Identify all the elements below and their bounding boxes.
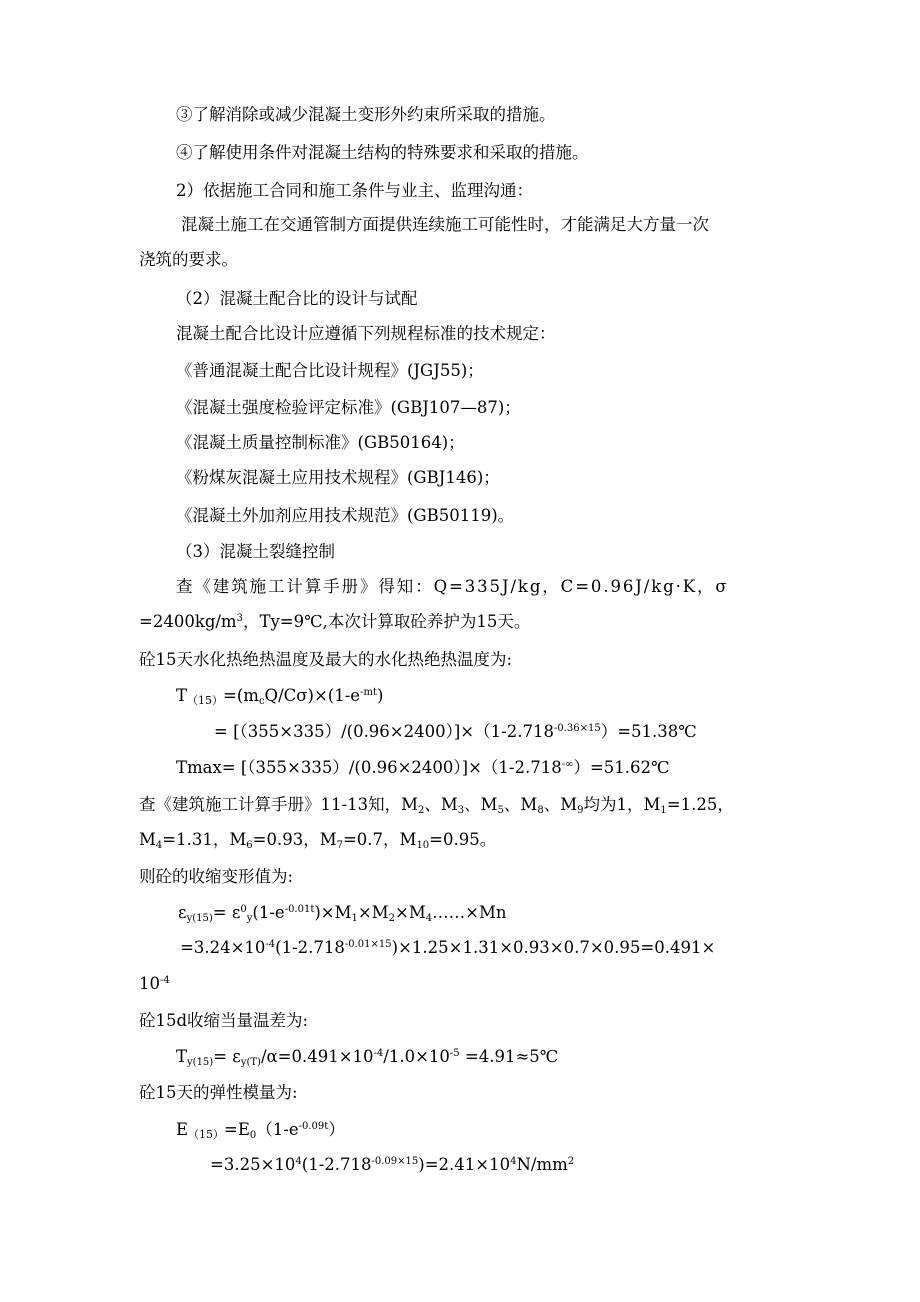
standard-item: 《混凝土质量控制标准》(GB50164)；	[176, 433, 465, 452]
standard-item: 《混凝土强度检验评定标准》(GBJ107—87)；	[176, 398, 521, 417]
paragraph-communication: 2）依据施工合同和施工条件与业主、监理沟通：	[176, 181, 533, 200]
paragraph-shrinkage: 则砼的收缩变形值为:	[139, 867, 294, 886]
standard-item: 《普通混凝土配合比设计规程》(JGJ55)；	[176, 361, 484, 380]
section-heading-crack-control: （3）混凝土裂缝控制	[176, 542, 335, 561]
paragraph-elastic-modulus: 砼15天的弹性模量为:	[139, 1083, 298, 1102]
paragraph-m-coefficients: 查《建筑施工计算手册》11-13知，$M_2$、$M_3$、$M_5$、$M_8$、$M_9$均为1，$M_1=1.25$，	[139, 795, 734, 816]
paragraph-equivalent-temp: 砼15d收缩当量温差为:	[139, 1011, 309, 1030]
standard-item: 《粉煤灰混凝土应用技术规程》(GBJ146)；	[176, 468, 500, 487]
equation-shrinkage: $\varepsilon_{y(15)}=$ $\varepsilon^0_y(1-e^{-0.01t})\times M_1\times M_2\times M_4\dots\dots\times Mn$	[178, 903, 507, 924]
equation-equivalent-temp: $T_{y(15)}= \varepsilon_{y(T)}/\alpha=0.491\times 10^{-4}/1.0\times 10^{-5}$ =4.91≈5℃	[176, 1047, 559, 1068]
paragraph-measure-4: ④了解使用条件对混凝土结构的特殊要求和采取的措施。	[176, 143, 589, 162]
equation-elastic-modulus: $E_{(15)}=E_0(1-e^{-0.09t})$	[176, 1120, 345, 1141]
paragraph-handbook-params: 查《建筑施工计算手册》得知：Q=335J/kg，C=0.96J/kg·K，σ	[176, 577, 729, 596]
paragraph-traffic-line2: 浇筑的要求。	[139, 250, 238, 269]
equation-shrinkage-value-cont: $10^{-4}$	[139, 974, 170, 993]
paragraph-measure-3: ③了解消除或减少混凝土变形外约束所采取的措施。	[176, 105, 556, 124]
paragraph-m-coefficients-cont: $M_4=1.31$，$M_6=0.93$，$M_7=0.7$，$M_{10}=0.95$。	[139, 830, 497, 851]
equation-adiabatic-temp: $T_{(15)}=(m_cQ/C\sigma)\times(1-e^{-mt})$	[176, 686, 384, 707]
paragraph-standards-intro: 混凝土配合比设计应遵循下列规程标准的技术规定：	[176, 324, 556, 343]
paragraph-handbook-params-cont: $=2400kg/m^3$，Ty=9℃,本次计算取砼养护为15天。	[139, 612, 531, 631]
equation-shrinkage-value: $=3.24\times 10^{-4}(1-2.718^{-0.01\times 15})\times 1.25\times 1.31\times 0.93\times 0.7\times 0.95=0.491\times$	[180, 938, 716, 957]
section-heading-mix-design: （2）混凝土配合比的设计与试配	[176, 289, 418, 308]
equation-elastic-modulus-value: $=3.25\times 10^4(1-2.718^{-0.09\times 15})=2.41\times 10^4N/mm^2$	[210, 1155, 575, 1174]
equation-max-temp: Tmax= [（355×335）/(0.96×2400）]×（1-2.718-∞）=51.62℃	[176, 758, 670, 777]
paragraph-hydration-heat: 砼15天水化热绝热温度及最大的水化热绝热温度为:	[139, 650, 513, 669]
paragraph-traffic-line1: 混凝土施工在交通管制方面提供连续施工可能性时，才能满足大方量一次	[181, 215, 709, 234]
equation-adiabatic-temp-value: = $[(355\times 335)/(0.96\times 2400)]\times(1-2.718^{-0.36\times 15})=51.38℃$	[214, 722, 697, 741]
standard-item: 《混凝土外加剂应用技术规范》(GB50119)。	[176, 506, 515, 525]
